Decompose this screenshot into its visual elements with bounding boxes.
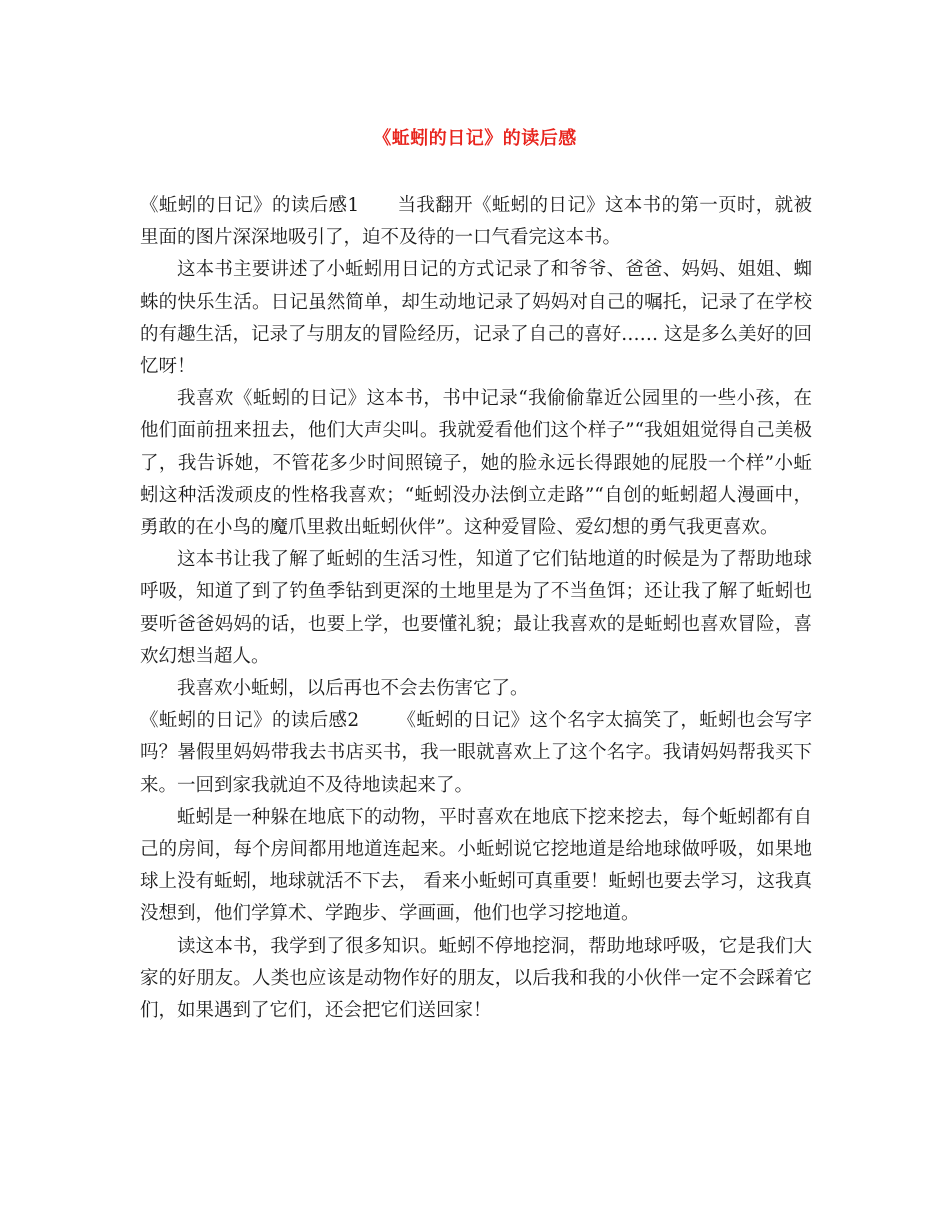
document-title: 《蚯蚓的日记》的读后感: [373, 128, 577, 149]
document-body: [140, 190, 812, 1027]
section-2-paragraph-1: 蚯蚓是一种躲在地底下的动物，平时喜欢在地底下挖来挖去，每个蚯蚓都有自己的房间，每个房间都用地道连起来。小蚯蚓说它挖地道是给地球做呼吸，如果地球上没有蚯蚓，地球就活不下去， 看来小蚯蚓可真重要！蚯蚓也要去学习，这我真没想到，他们学算术、学跑步、学画画，他们也学习挖地道。: [140, 806, 812, 925]
section-1-paragraph-3: 这本书让我了解了蚯蚓的生活习性，知道了它们钻地道的时候是为了帮助地球呼吸，知道了到了钓鱼季钻到更深的土地里是为了不当鱼饵；还让我了解了蚯蚓也要听爸爸妈妈的话，也要上学，也要懂礼貌；最让我喜欢的是蚯蚓也喜欢冒险，喜欢幻想当超人。: [140, 549, 812, 667]
section-2-heading: 《蚯蚓的日记》的读后感2: [140, 710, 360, 732]
section-2-first-paragraph: 《蚯蚓的日记》这个名字太搞笑了，蚯蚓也会写字吗？暑假里妈妈带我去书店买书，我一眼就喜欢上了这个名字。我请妈妈帮我买下来。一回到家我就迫不及待地读起来了。: [140, 710, 812, 796]
section-1-paragraph-4: 我喜欢小蚯蚓，以后再也不会去伤害它了。: [177, 678, 529, 700]
section-1-paragraph-2: 我喜欢《蚯蚓的日记》这本书，书中记录“我偷偷靠近公园里的一些小孩，在他们面前扭来扭去，他们大声尖叫。我就爱看他们这个样子”“我姐姐觉得自己美极了，我告诉她，不管花多少时间照镜子，她的脸永远长得跟她的屁股一个样”小蚯蚓这种活泼顽皮的性格我喜欢；“蚯蚓没办法倒立走路”“自创的蚯蚓超人漫画中，勇敢的在小鸟的魔爪里救出蚯蚓伙伴”。这种爱冒险、爱幻想的勇气我更喜欢。: [140, 388, 812, 539]
section-1-intro: [140, 190, 812, 254]
section-2-intro: [140, 705, 812, 802]
section-1-paragraph-1: 这本书主要讲述了小蚯蚓用日记的方式记录了和爷爷、爸爸、妈妈、姐姐、蜘蛛的快乐生活。日记虽然简单，却生动地记录了妈妈对自己的嘱托，记录了在学校的有趣生活，记录了与朋友的冒险经历，记录了自己的喜好…… 这是多么美好的回忆呀！: [140, 259, 812, 378]
section-2-paragraph-2: 读这本书，我学到了很多知识。蚯蚓不停地挖洞，帮助地球呼吸，它是我们大家的好朋友。人类也应该是动物作好的朋友，以后我和我的小伙伴一定不会踩着它们，如果遇到了它们，还会把它们送回家！: [140, 935, 812, 1022]
section-1-heading: 《蚯蚓的日记》的读后感1: [140, 195, 360, 216]
section-1-first-paragraph: 当我翻开《蚯蚓的日记》这本书的第一页时，就被里面的图片深深地吸引了，迫不及待的一口气看完这本书。: [140, 195, 812, 249]
